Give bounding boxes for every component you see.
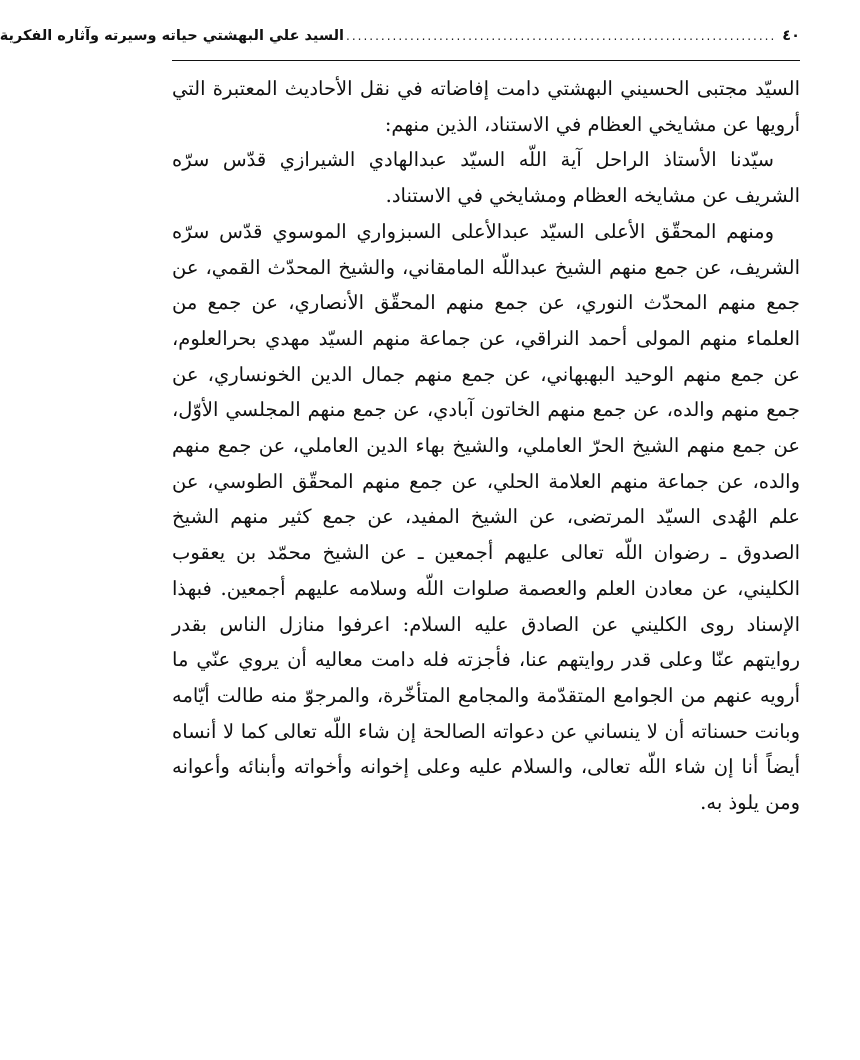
body-text: [172, 71, 800, 821]
header-rule: [172, 60, 800, 61]
leader-dots: ..........................................................................: [346, 29, 777, 43]
running-header: [0, 28, 800, 58]
page-number: ٤٠: [782, 28, 800, 44]
paragraph-shirazi: سيّدنا الأستاذ الراحل آية اللّه السيّد عبدالهادي الشيرازي قدّس سرّه الشريف عن مشايخه العظام ومشايخي في الاستناد.: [172, 148, 800, 208]
running-title: السيد علي البهشتي حياته وسيرته وآثاره الفكرية: [0, 28, 345, 44]
paragraph-intro: السيّد مجتبى الحسيني البهشتي دامت إفاضاته في نقل الأحاديث المعتبرة التي أرويها عن مشايخي العظام في الاستناد، الذين منهم:: [172, 77, 800, 136]
book-page: [0, 28, 800, 821]
paragraph-sabzavari-chain: ومنهم المحقّق الأعلى السيّد عبدالأعلى السبزواري الموسوي قدّس سرّه الشريف، عن جمع منهم الشيخ عبداللّه المامقاني، والشيخ المحدّث القمي، عن جمع منهم المحدّث النوري، عن جمع منهم المحقّق الأنصاري، عن جمع من العلماء منهم المولى أحمد النراقي، عن جماعة منهم السيّد مهدي بحرالعلوم، عن جمع منهم الوحيد البهبهاني، عن جمع منهم جمال الدين الخونساري، عن جمع منهم والده، عن جمع منهم الخاتون آبادي، عن جمع منهم المجلسي الأوّل، عن جمع منهم الشيخ الحرّ العاملي، والشيخ بهاء الدين العاملي، عن جمع منهم والده، عن جماعة منهم العلامة الحلي، عن جمع منهم المحقّق الطوسي، عن علم الهُدى السيّد المرتضى، عن الشيخ المفيد، عن جمع كثير منهم الشيخ الصدوق ـ رضوان اللّه تعالى عليهم أجمعين ـ عن الشيخ محمّد بن يعقوب الكليني، عن معادن العلم والعصمة صلوات اللّه وسلامه عليهم أجمعين. فبهذا الإسناد روى الكليني عن الصادق عليه السلام: اعرفوا منازل الناس بقدر روايتهم عنّا وعلى قدر روايتهم عنا، فأجزته فله دامت معاليه أن يروي عنّي ما أرويه عنهم من الجوامع المتقدّمة والمجامع المتأخّرة، والمرجوّ منه طالت أيّامه وبانت حسناته أن لا ينساني عن دعواته الصالحة إن شاء اللّه تعالى كما لا أنساه أيضاً أنا إن شاء اللّه تعالى، والسلام عليه وعلى إخوانه وأخواته وأبنائه وأعوانه ومن يلوذ به.: [172, 219, 800, 815]
